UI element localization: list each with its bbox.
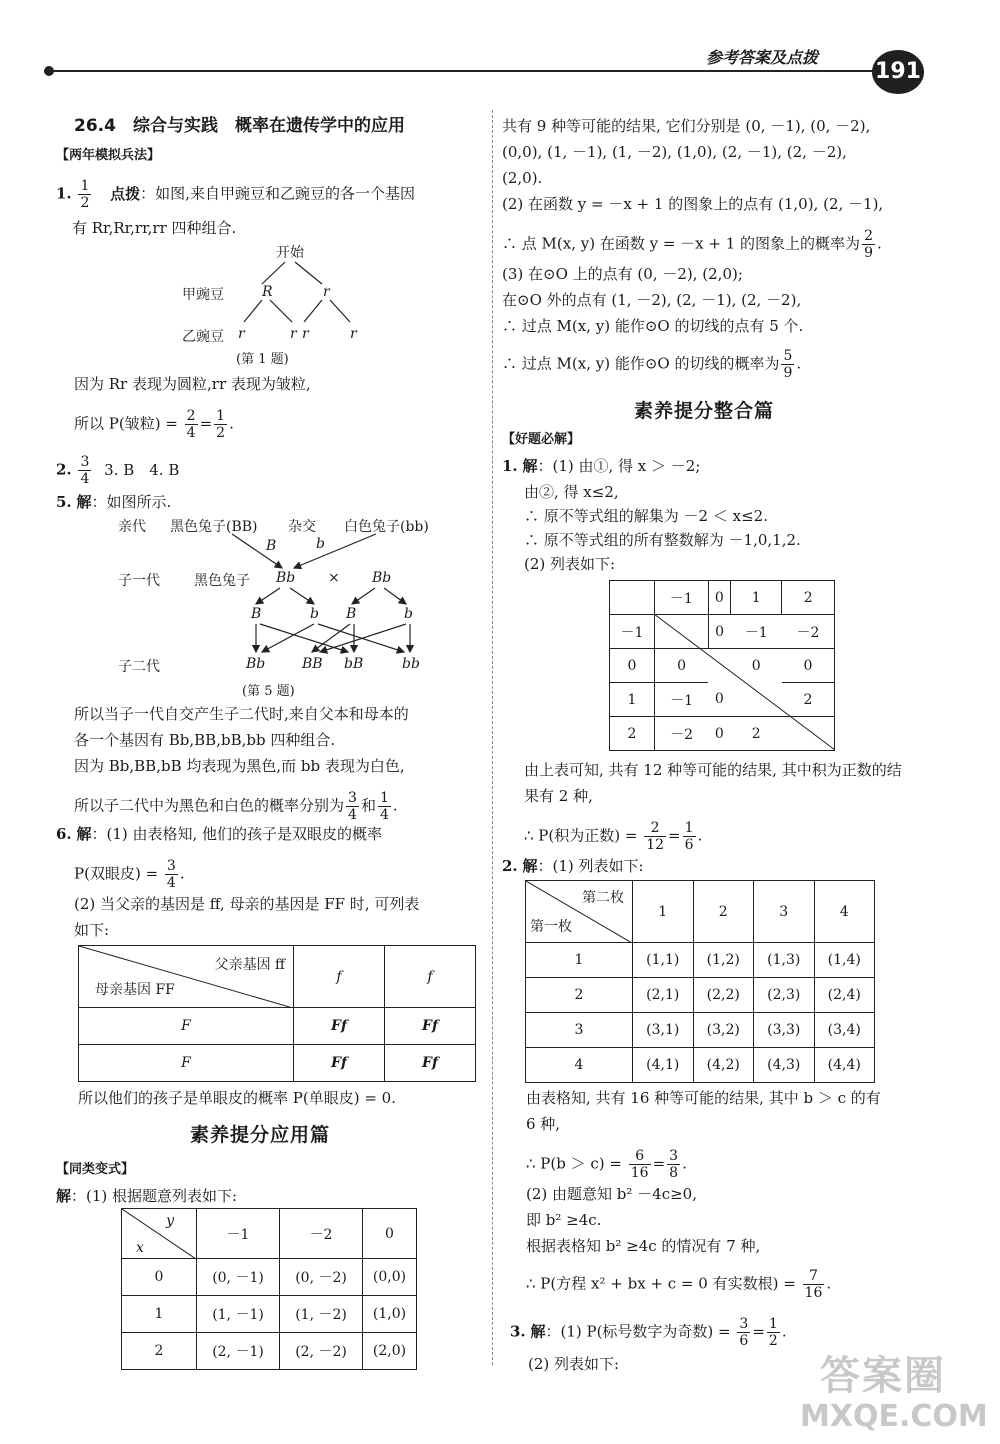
p2-cell: (4,3) <box>754 1048 815 1083</box>
p2-corner-top: 第二枚 <box>582 890 624 906</box>
r-text-7: 在⊙O 外的点有 (1, －2), (2, －1), (2, －2), <box>502 291 802 309</box>
p1-row-head: 2 <box>610 717 655 751</box>
p1-row-head: 1 <box>610 683 655 717</box>
p1-cell: －2 <box>655 717 709 751</box>
q6-col-2: f <box>385 946 476 1008</box>
p1-row-head: 0 <box>610 649 655 683</box>
q5-text-2: 所以当子一代自交产生子二代时,来自父本和母本的 <box>74 705 409 723</box>
p1-text-6: 由上表可知, 共有 12 种等可能的结果, 其中积为正数的结 <box>524 761 902 779</box>
xy-corner-x: x <box>136 1240 144 1256</box>
section-title-application: 素养提分应用篇 <box>190 1124 331 1146</box>
p1-line: 1. 解：(1) 由①, 得 x ＞ －2; <box>502 457 701 475</box>
q5-line: 5. 解：如图所示. <box>56 493 172 511</box>
q5-parent-label: 亲代 <box>118 519 146 535</box>
q5-parent-white: 白色兔子(bb) <box>344 519 429 535</box>
p2-row-head: 1 <box>526 943 633 978</box>
p2-cell: (2,1) <box>633 978 694 1013</box>
p2-coin-table <box>525 880 875 1083</box>
tag-must-solve: 【好题必解】 <box>502 432 581 447</box>
xy-row-head: 2 <box>122 1333 197 1370</box>
q6-text-3: (2) 当父亲的基因是 ff, 母亲的基因是 FF 时, 可列表 <box>74 895 420 913</box>
q1-text-1: ：如图,来自甲豌豆和乙豌豆的各一个基因 <box>140 184 415 203</box>
r-text-2: (0,0), (1, －1), (1, －2), (1,0), (2, －1), (2, －2), <box>502 143 847 161</box>
p2-cell: (1,1) <box>633 943 694 978</box>
q1-gene-a1: R <box>262 284 273 300</box>
r-text-1: 共有 9 种等可能的结果, 它们分别是 (0, －1), (0, －2), <box>502 117 871 135</box>
p2-row-head: 3 <box>526 1013 633 1048</box>
q5-f1-black: 黑色兔子 <box>194 573 250 589</box>
q6-corner-cell <box>79 946 294 1008</box>
q1-gene-b3: r <box>302 326 309 342</box>
p2-cell: (4,4) <box>814 1048 875 1083</box>
q5-split-3: B <box>346 606 357 622</box>
xy-cell: (2, －2) <box>280 1333 363 1370</box>
q5-cross: 杂交 <box>288 519 316 535</box>
p2-col: 4 <box>814 881 875 943</box>
p2-cell: (2,2) <box>693 978 754 1013</box>
tag-variant: 【同类变式】 <box>56 1162 135 1177</box>
xy-cell: (0,0) <box>363 1259 417 1296</box>
p1-cell: 0 <box>708 717 730 751</box>
q6-row-head: F <box>79 1008 294 1045</box>
r-text-9: ∴ 过点 M(x, y) 能作⊙O 的切线的概率为 $\frac{5}{9}$ . <box>502 348 802 381</box>
q6-cell: Ff <box>385 1045 476 1082</box>
p2-cell: (3,1) <box>633 1013 694 1048</box>
q6-cell: Ff <box>385 1008 476 1045</box>
q5-gamete-2: b <box>316 536 325 552</box>
q6-corner-bottom: 母亲基因 FF <box>95 982 175 998</box>
xy-row-head: 0 <box>122 1259 197 1296</box>
xy-cell: (2, －1) <box>197 1333 280 1370</box>
p2-col: 3 <box>754 881 815 943</box>
xy-cell: (1,0) <box>363 1296 417 1333</box>
p2-corner <box>526 881 633 943</box>
p2-text-6: 即 b² ≥4c. <box>526 1211 602 1229</box>
p1-cell: 0 <box>655 649 709 683</box>
q6-corner-top: 父亲基因 ff <box>214 957 285 973</box>
p1-text-3: ∴ 原不等式组的解集为 －2 ＜ x≤2. <box>524 507 768 525</box>
q1-start: 开始 <box>276 245 304 261</box>
q1-row1-label: 甲豌豆 <box>182 287 224 303</box>
q5-split-2: b <box>310 606 319 622</box>
header-title: 参考答案及点拨 <box>706 48 819 67</box>
p2-cell: (1,3) <box>754 943 815 978</box>
p2-row-head: 4 <box>526 1048 633 1083</box>
p2-text-4: ∴ P(b ＞ c) = $\frac{6}{16}$ = $\frac{3}{8}$ . <box>526 1148 687 1181</box>
p1-cell: 0 <box>714 691 724 708</box>
p3-line: 3. 解：(1) P(标号数字为奇数) = $\frac{3}{6}$ = $\frac{1}{2}$ . <box>510 1316 787 1349</box>
p2-cell: (1,4) <box>814 943 875 978</box>
q6-gene-table <box>78 945 476 1082</box>
p2-cell: (1,2) <box>693 943 754 978</box>
q5-split-4: b <box>404 606 413 622</box>
q5-text-5: 所以子二代中为黑色和白色的概率分别为 $\frac{3}{4}$ 和 $\frac{1}{4}$ . <box>74 790 398 823</box>
watermark-url: MXQE.COM <box>800 1399 988 1434</box>
q1-number: 1. <box>56 184 72 203</box>
xy-cell: (1, －1) <box>197 1296 280 1333</box>
q1-gene-b4: r <box>350 326 357 342</box>
q5-f2-2: BB <box>302 656 323 672</box>
q6-line: 6. 解：(1) 由表格知, 他们的孩子是双眼皮的概率 <box>56 825 383 843</box>
q5-text-3: 各一个基因有 Bb,BB,bB,bb 四种组合. <box>74 731 336 749</box>
xy-corner <box>122 1209 197 1259</box>
q6-text-5: 所以他们的孩子是单眼皮的概率 P(单眼皮) = 0. <box>78 1089 396 1107</box>
p2-col: 1 <box>633 881 694 943</box>
p1-cell: 2 <box>782 683 835 717</box>
p2-cell: (4,2) <box>693 1048 754 1083</box>
q6-col-1: f <box>294 946 385 1008</box>
q1-gene-b1: r <box>238 326 245 342</box>
q6-cell: Ff <box>294 1008 385 1045</box>
q2-line: 2. $\frac{3}{4}$ 3. B 4. B <box>56 454 180 487</box>
p2-text-7: 根据表格知 b² ≥4c 的情况有 7 种, <box>526 1237 761 1255</box>
p3-text-2: (2) 列表如下: <box>528 1355 620 1373</box>
p1-cell: 0 <box>708 615 730 649</box>
p1-cell: －1 <box>730 615 781 649</box>
p2-text-3: 6 种, <box>526 1115 561 1133</box>
sol-line: 解：(1) 根据题意列表如下: <box>56 1187 238 1205</box>
q1-row2-label: 乙豌豆 <box>182 329 224 345</box>
xy-row-head: 1 <box>122 1296 197 1333</box>
q5-f2-1: Bb <box>246 656 266 672</box>
p1-cell: 0 <box>751 657 761 674</box>
xy-corner-y: y <box>166 1213 174 1229</box>
r-text-8: ∴ 过点 M(x, y) 能作⊙O 的切线的点有 5 个. <box>502 317 804 335</box>
p2-cell: (3,4) <box>814 1013 875 1048</box>
q1-text-3: 因为 Rr 表现为圆粒,rr 表现为皱粒, <box>74 375 311 393</box>
tag-two-year: 【两年模拟兵法】 <box>56 148 161 163</box>
p1-cell: －1 <box>655 683 709 717</box>
r-text-3: (2,0). <box>502 169 543 187</box>
p1-text-8: ∴ P(积为正数) = $\frac{2}{12}$ = $\frac{1}{6}$ . <box>524 820 703 853</box>
p1-col: 1 <box>730 581 781 615</box>
p1-text-2: 由②, 得 x≤2, <box>524 483 619 501</box>
q5-times: × <box>328 570 340 586</box>
p2-line: 2. 解：(1) 列表如下: <box>502 857 644 875</box>
p2-text-8: ∴ P(方程 x² + bx + c = 0 有实数根) = $\frac{7}{16}$ . <box>526 1268 832 1301</box>
xy-cell: (0, －2) <box>280 1259 363 1296</box>
q6-text-4: 如下: <box>74 921 110 939</box>
xy-col: 0 <box>363 1209 417 1259</box>
p2-row-head: 2 <box>526 978 633 1013</box>
p2-text-5: (2) 由题意知 b² －4c≥0, <box>526 1185 697 1203</box>
q5-caption: (第 5 题) <box>242 684 295 699</box>
q6-row-head: F <box>79 1045 294 1082</box>
p2-cell: (2,4) <box>814 978 875 1013</box>
p1-cell: 0 <box>782 649 835 683</box>
p1-text-4: ∴ 原不等式组的所有整数解为 －1,0,1,2. <box>524 531 801 549</box>
watermark-logo: 答案圈 <box>820 1353 946 1399</box>
q5-f1-label: 子一代 <box>118 573 160 589</box>
p1-text-7: 果有 2 种, <box>524 787 593 805</box>
xy-cell: (1, －2) <box>280 1296 363 1333</box>
page-number: 191 <box>875 59 921 84</box>
q1-text-2: 有 Rr,Rr,rr,rr 四种组合. <box>72 219 237 237</box>
p2-cell: (4,1) <box>633 1048 694 1083</box>
q5-f1-a: Bb <box>276 570 296 586</box>
q6-cell: Ff <box>294 1045 385 1082</box>
q5-f2-3: bB <box>344 656 364 672</box>
p1-row-head: －1 <box>610 615 655 649</box>
q5-gamete-1: B <box>266 538 277 554</box>
q5-split-1: B <box>251 606 262 622</box>
q1-gene-b2: r <box>290 326 297 342</box>
p1-col: －1 <box>655 581 709 615</box>
xy-table <box>121 1208 417 1370</box>
q1-text-4: 所以 P(皱粒) = $\frac{2}{4}$ = $\frac{1}{2}$ . <box>74 408 234 441</box>
p1-cell: 2 <box>730 717 781 751</box>
p1-col: 2 <box>782 581 835 615</box>
q1-hint-label: 点拨 <box>110 184 141 203</box>
section-title-integration: 素养提分整合篇 <box>634 400 775 422</box>
xy-cell: (2,0) <box>363 1333 417 1370</box>
p2-text-2: 由表格知, 共有 16 种等可能的结果, 其中 b ＞ c 的有 <box>526 1089 881 1107</box>
r-text-5: ∴ 点 M(x, y) 在函数 y = －x + 1 的图象上的概率为 $\frac{2}{9}$ . <box>502 228 882 261</box>
xy-col: －2 <box>280 1209 363 1259</box>
p2-cell: (2,3) <box>754 978 815 1013</box>
p2-col: 2 <box>693 881 754 943</box>
q5-text-4: 因为 Bb,BB,bB 均表现为黑色,而 bb 表现为白色, <box>74 757 405 775</box>
r-text-6: (3) 在⊙O 上的点有 (0, －2), (2,0); <box>502 265 743 283</box>
q1-caption: (第 1 题) <box>236 352 289 367</box>
q5-f2-label: 子二代 <box>118 659 160 675</box>
p1-col: 0 <box>708 581 730 615</box>
p2-cell: (3,3) <box>754 1013 815 1048</box>
q6-text-2: P(双眼皮) = $\frac{3}{4}$ . <box>74 858 185 891</box>
p1-text-5: (2) 列表如下: <box>524 555 616 573</box>
q5-parent-black: 黑色兔子(BB) <box>170 519 258 535</box>
r-text-4: (2) 在函数 y = －x + 1 的图象上的点有 (1,0), (2, －1), <box>502 195 884 213</box>
xy-col: －1 <box>197 1209 280 1259</box>
section-heading: 26.4 综合与实践 概率在遗传学中的应用 <box>74 116 405 136</box>
q5-f1-b: Bb <box>372 570 392 586</box>
p1-cell: －2 <box>782 615 835 649</box>
q5-f2-4: bb <box>402 656 420 672</box>
p2-cell: (3,2) <box>693 1013 754 1048</box>
xy-cell: (0, －1) <box>197 1259 280 1296</box>
p2-corner-bottom: 第一枚 <box>530 919 572 935</box>
q1-gene-a2: r <box>323 284 330 300</box>
q1-answer: $\frac{1}{2}$ <box>80 178 90 211</box>
